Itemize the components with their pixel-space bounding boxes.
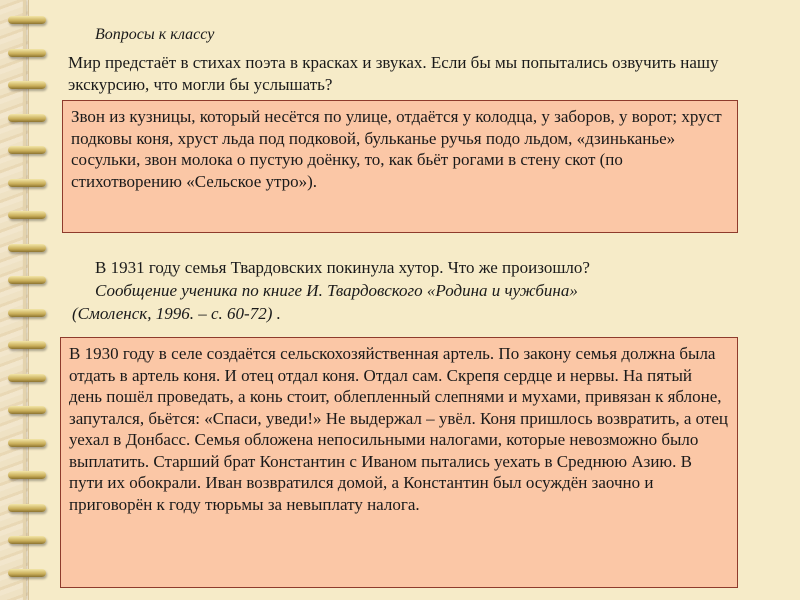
binding-ring: [8, 49, 46, 57]
binding-ring: [8, 374, 46, 382]
source-line-2: (Смоленск, 1996. – с. 60-72) .: [72, 304, 281, 323]
binding-ring: [8, 179, 46, 187]
binding-ring: [8, 16, 46, 24]
binding-ring: [8, 471, 46, 479]
section-heading: Вопросы к классу: [95, 26, 215, 43]
binding-ring: [8, 114, 46, 122]
binding-ring: [8, 439, 46, 447]
question-2: В 1931 году семья Твардовских покинула хутор. Что же произошло?: [95, 258, 590, 277]
binding-ring: [8, 309, 46, 317]
binding-ring: [8, 276, 46, 284]
answer-1-text: Звон из кузницы, который несётся по улице, отдаётся у колодца, у заборов, у ворот; хруст подковы коня, хруст льда под подковой, бульканье ручья подо льдом, «дзиньканье» сосульки, звон молока о пустую доёнку, то, как бьёт рогами в стену скот (по стихотворению «Сельское утро»).: [71, 107, 722, 191]
binding-ring: [8, 341, 46, 349]
binding-ring: [8, 211, 46, 219]
answer-2-text: В 1930 году в селе создаётся сельскохозяйственная артель. По закону семья должна была отдать в артель коня. И отец отдал коня. Отдал сам. Скрепя сердце и нервы. На пятый день пошёл проведать, а конь стоит, облепленный слепнями и мухами, привязан к яблоне, запутался, бьётся: «Спаси, уведи!» Не выдержал – увёл. Коня пришлось возвратить, а отец уехал в Донбасс. Семья обложена непосильными налогами, которые невозможно было выплатить. Старший брат Константин с Иваном пытались уехать в Среднюю Азию. В пути их обокрали. Иван возвратился домой, а Константин был осуждён заочно и приговорён к году тюрьмы за невыплату налога.: [69, 344, 728, 514]
binding-ring: [8, 146, 46, 154]
binding-ring: [8, 536, 46, 544]
answer-box-2: [60, 337, 738, 588]
binding-ring: [8, 504, 46, 512]
binding-ring: [8, 569, 46, 577]
binding-ring: [8, 406, 46, 414]
answer-box-1: [62, 100, 738, 233]
question-1: Мир предстаёт в стихах поэта в красках и звуках. Если бы мы попытались озвучить нашу экскурсию, что могли бы услышать?: [68, 53, 719, 94]
binding-ring: [8, 81, 46, 89]
binding-ring: [8, 244, 46, 252]
source-line-1: Сообщение ученика по книге И. Твардовского «Родина и чужбина»: [95, 281, 578, 300]
